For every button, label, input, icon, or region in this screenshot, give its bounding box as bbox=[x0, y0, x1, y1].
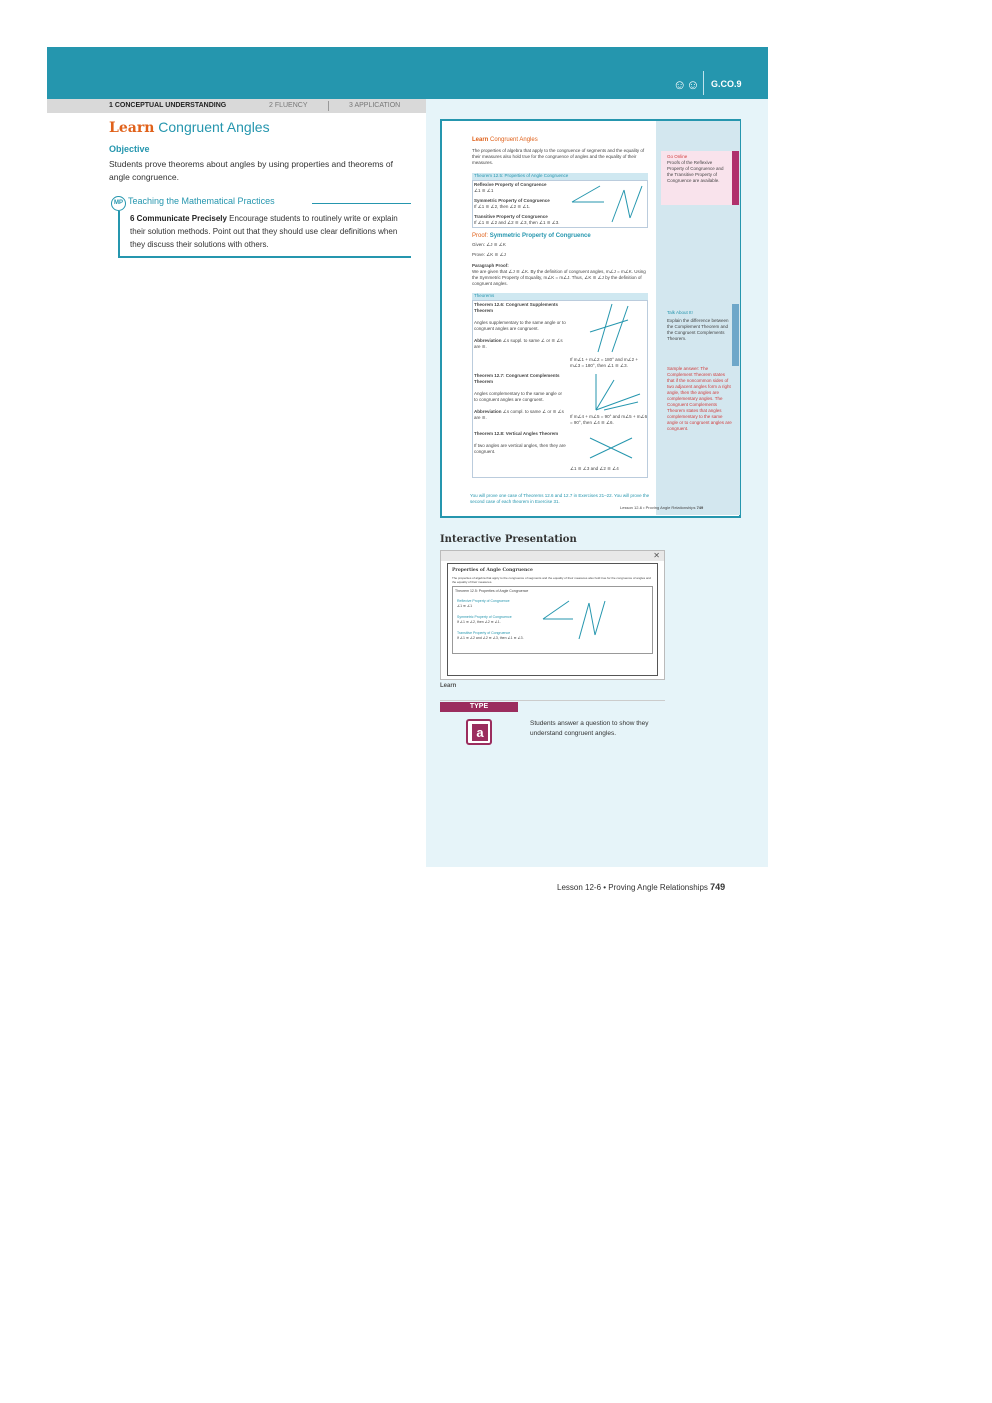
interactive-window bbox=[440, 550, 665, 680]
slide-title: Properties of Angle Congruence bbox=[452, 568, 533, 573]
type-answer-icon[interactable]: a bbox=[466, 719, 492, 745]
theorems-header: Theorems bbox=[472, 293, 648, 300]
window-titlebar bbox=[441, 551, 664, 561]
practices-heading bbox=[111, 196, 279, 211]
objective-heading: Objective bbox=[109, 144, 150, 154]
supplements-figure bbox=[588, 302, 638, 354]
proof-heading: Proof: Symmetric Property of Congruence bbox=[472, 233, 591, 239]
tab-application[interactable]: 3 APPLICATION bbox=[349, 102, 401, 109]
slide-transitive: Transitive Property of Congruence If ∠1 ≅ ∠2 and ∠2 ≅ ∠3, then ∠1 ≅ ∠3. bbox=[457, 631, 524, 640]
page-footer-main bbox=[557, 882, 725, 892]
theorem-126: Theorem 12.6: Congruent Supplements Theorem Angles supplementary to the same angle or to congruent angles are congruent. Abbreviation ∠s suppl. to same ∠ or ≅ ∠s are ≅. bbox=[474, 302, 566, 349]
sample-answer: Sample answer: The Complement Theorem states that if the noncommon sides of two adjacent angles form a right angle, then the angles are complementary angles. The Congruent Complements Theorem states that angles complementary to the same angle or to congruent angles are congruent. bbox=[667, 366, 732, 431]
symmetric-property: Symmetric Property of Congruence If ∠1 ≅ ∠2, then ∠2 ≅ ∠1. bbox=[474, 198, 550, 209]
go-online-title: Go Online bbox=[667, 154, 688, 159]
go-online-text: Proofs of the Reflexive Property of Congruence and the Transitive Property of Congruence are available. bbox=[667, 160, 724, 183]
theorem-126-example: If m∠1 + m∠2 = 180° and m∠2 + m∠3 = 180°, then ∠1 ≅ ∠3. bbox=[570, 357, 639, 368]
tab-conceptual[interactable]: 1 CONCEPTUAL UNDERSTANDING bbox=[109, 102, 227, 109]
banner-divider bbox=[703, 71, 704, 95]
proof-prove: Prove: ∠K ≅ ∠J bbox=[472, 252, 506, 257]
lesson-title bbox=[109, 119, 270, 136]
bottom-note: You will prove one case of Theorems 12.6 and 12.7 in Exercises 21–22. You will prove the second case of each theorem in Exercise 31. bbox=[470, 493, 650, 504]
slide-angle-figure bbox=[539, 595, 609, 643]
slide-frame bbox=[447, 563, 658, 676]
talk-text: Explain the difference between the Complement Theorem and the Congruent Complements Theorem. bbox=[667, 318, 729, 341]
tab-divider bbox=[328, 101, 329, 111]
group-icon: ☺☺ bbox=[673, 77, 700, 92]
talk-title: Talk About It! bbox=[667, 310, 693, 315]
practices-text bbox=[130, 212, 405, 251]
footer-page-number: 749 bbox=[710, 882, 726, 892]
paragraph-proof-text: We are given that ∠J ≅ ∠K. By the definition of congruent angles, m∠J = m∠K. Using the Symmetric Property of Equality, m∠K = m∠J. Thus, ∠K ≅ ∠J by the definition of congruent angles. bbox=[472, 269, 646, 286]
vertical-angles-figure bbox=[588, 434, 634, 462]
footer-text: Lesson 12-6 • Proving Angle Relationships bbox=[557, 883, 708, 892]
practice-description: Encourage students to routinely write or explain their solution methods. Point out that they should use clear definitions when they discuss their solutions with others. bbox=[130, 214, 398, 249]
theorem-128: Theorem 12.8: Vertical Angles Theorem If two angles are vertical angles, then they are congruent. bbox=[474, 431, 566, 454]
divider-rule bbox=[440, 700, 665, 701]
learn-label: Learn bbox=[440, 683, 457, 689]
mp-icon: MP bbox=[111, 196, 126, 211]
transitive-property: Transitive Property of Congruence If ∠1 ≅ ∠2 and ∠2 ≅ ∠3, then ∠1 ≅ ∠3. bbox=[474, 214, 560, 225]
page-title: Learn Congruent Angles bbox=[472, 137, 538, 143]
go-online-bar bbox=[732, 151, 739, 205]
tab-fluency[interactable]: 2 FLUENCY bbox=[269, 102, 308, 109]
slide-reflexive: Reflexive Property of Congruence ∠1 ≅ ∠1 bbox=[457, 599, 510, 608]
slide-table bbox=[452, 586, 653, 654]
theorem-127-example: If m∠4 + m∠5 = 90° and m∠5 + m∠6 = 90°, then ∠4 ≅ ∠6. bbox=[570, 414, 648, 425]
topic-word: Congruent Angles bbox=[158, 119, 270, 135]
proof-given: Given: ∠J ≅ ∠K bbox=[472, 242, 506, 247]
type-label: TYPE bbox=[440, 702, 518, 712]
header-banner bbox=[47, 47, 768, 99]
learn-word: Learn bbox=[109, 120, 155, 136]
complements-figure bbox=[584, 372, 644, 412]
theorem-125-header: Theorem 12.5: Properties of Angle Congruence bbox=[472, 173, 648, 180]
page-footer: Lesson 12-6 • Proving Angle Relationships 749 bbox=[620, 505, 704, 510]
talk-bar bbox=[732, 304, 739, 366]
type-description: Students answer a question to show they understand congruent angles. bbox=[530, 720, 649, 737]
practice-number: 6 Communicate Precisely bbox=[130, 214, 227, 223]
paragraph-proof-title: Paragraph Proof: bbox=[472, 263, 509, 268]
slide-intro: The properties of algebra that apply to the congruence of segments and the equality of their measures also hold true for the congruence of angles and the equality of their measures. bbox=[452, 576, 651, 584]
phase-tabs bbox=[47, 99, 426, 113]
page-intro: The properties of algebra that apply to the congruence of segments and the equality of their measures also hold true for the congruence of angles and the equality of their measures. bbox=[472, 148, 645, 165]
practices-top-rule bbox=[312, 203, 411, 204]
practices-heading-text: Teaching the Mathematical Practices bbox=[128, 196, 275, 206]
reflexive-property: Reflexive Property of Congruence ∠1 ≅ ∠1 bbox=[474, 182, 547, 193]
objective-text: Students prove theorems about angles by using properties and theorems of angle congruence. bbox=[109, 159, 393, 182]
slide-symmetric: Symmetric Property of Congruence If ∠1 ≅ ∠2, then ∠2 ≅ ∠1. bbox=[457, 615, 512, 624]
slide-table-header: Theorem 12.5: Properties of Angle Congruence bbox=[455, 589, 529, 593]
close-icon[interactable]: ✕ bbox=[653, 551, 660, 560]
theorem-128-example: ∠1 ≅ ∠3 and ∠2 ≅ ∠4 bbox=[570, 466, 619, 471]
interactive-heading: Interactive Presentation bbox=[440, 534, 577, 545]
standard-code: G.CO.9 bbox=[711, 79, 742, 89]
theorem-127: Theorem 12.7: Congruent Complements Theorem Angles complementary to the same angle or to congruent angles are congruent. Abbreviation ∠s compl. to same ∠ or ≅ ∠s are ≅. bbox=[474, 373, 564, 420]
angle-figure-1 bbox=[568, 182, 646, 226]
